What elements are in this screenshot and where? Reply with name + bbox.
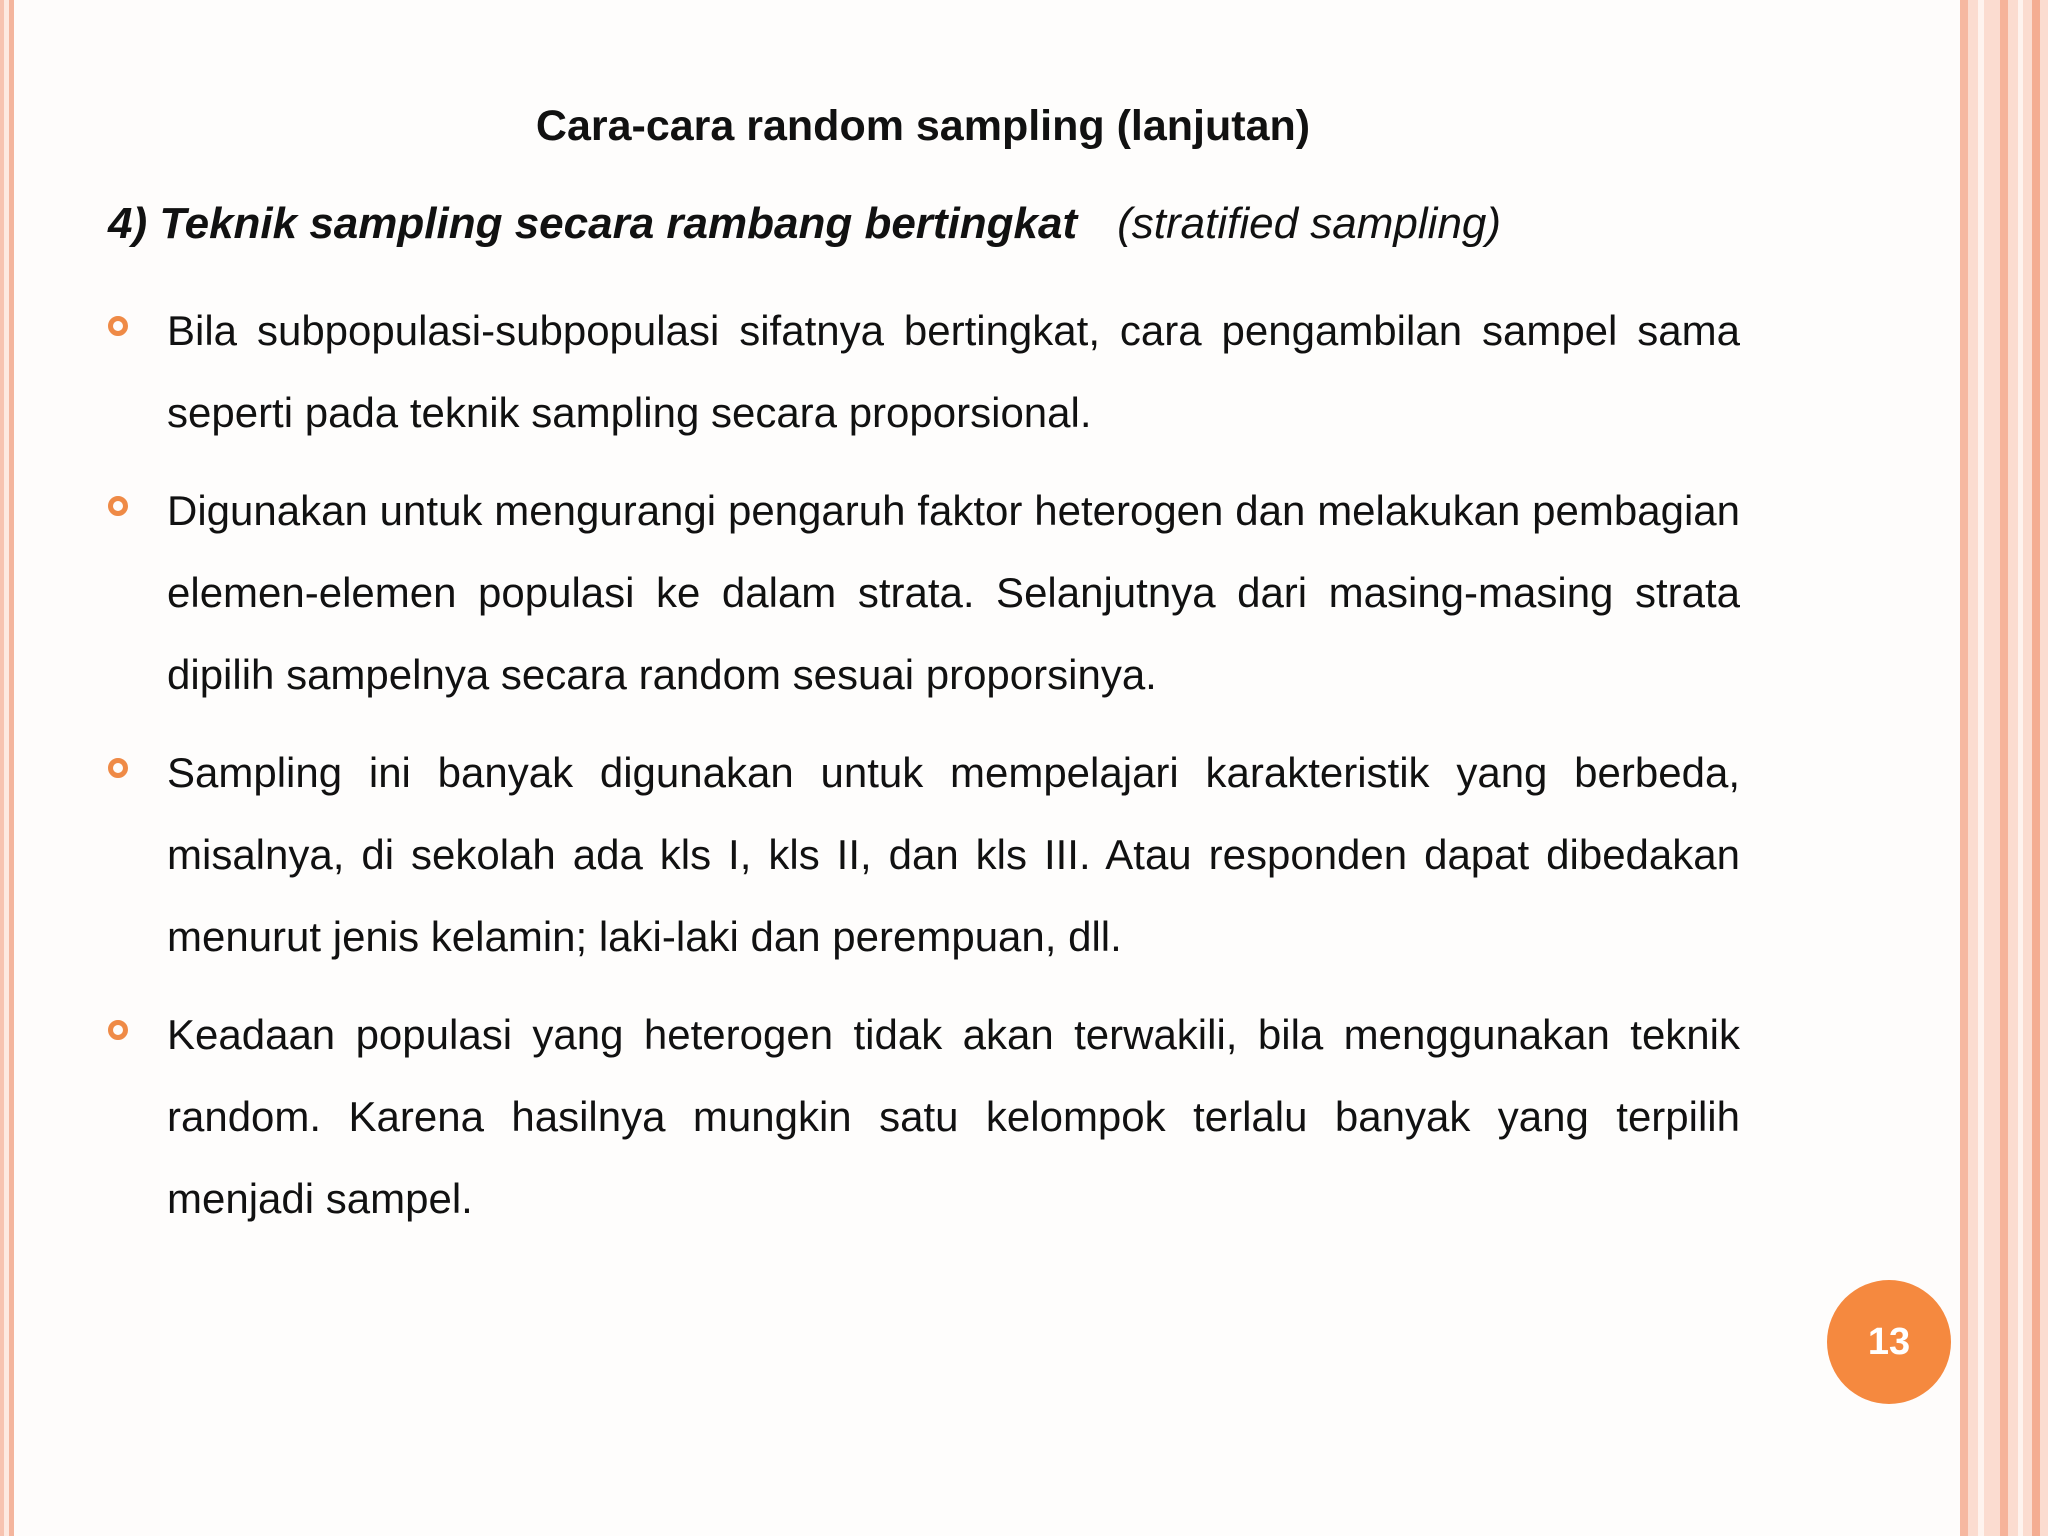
bullet-text: Bila subpopulasi-subpopulasi sifatnya bertingkat, cara pengambilan sampel sama seperti pada teknik sampling secara proporsional. xyxy=(167,307,1740,436)
list-item xyxy=(0,994,1740,1240)
list-item xyxy=(0,470,1740,716)
bullet-text: Digunakan untuk mengurangi pengaruh faktor heterogen dan melakukan pembagian elemen-elemen populasi ke dalam strata. Selanjutnya dari masing-masing strata dipilih sampelnya secara random sesuai proporsinya. xyxy=(167,487,1740,698)
bullet-list xyxy=(0,290,1740,1256)
subtitle-paren: (stratified sampling) xyxy=(1117,199,1502,248)
page-number-badge: 13 xyxy=(1827,1280,1951,1404)
bullet-text: Keadaan populasi yang heterogen tidak akan terwakili, bila menggunakan teknik random. Karena hasilnya mungkin satu kelompok terlalu banyak yang terpilih menjadi sampel. xyxy=(167,1011,1740,1222)
list-item xyxy=(0,290,1740,454)
list-item xyxy=(0,732,1740,978)
bullet-icon xyxy=(108,1020,128,1040)
right-border-decoration xyxy=(1960,0,2048,1536)
slide-subtitle xyxy=(108,196,1501,252)
bullet-text: Sampling ini banyak digunakan untuk mempelajari karakteristik yang berbeda, misalnya, di sekolah ada kls I, kls II, dan kls III. Atau responden dapat dibedakan menurut jenis kelamin; laki-laki dan perempuan, dll. xyxy=(167,749,1740,960)
bullet-icon xyxy=(108,316,128,336)
bullet-icon xyxy=(108,758,128,778)
bullet-icon xyxy=(108,496,128,516)
subtitle-main: 4) Teknik sampling secara rambang bertingkat xyxy=(108,199,1078,248)
slide-title: Cara-cara random sampling (lanjutan) xyxy=(535,102,1311,150)
